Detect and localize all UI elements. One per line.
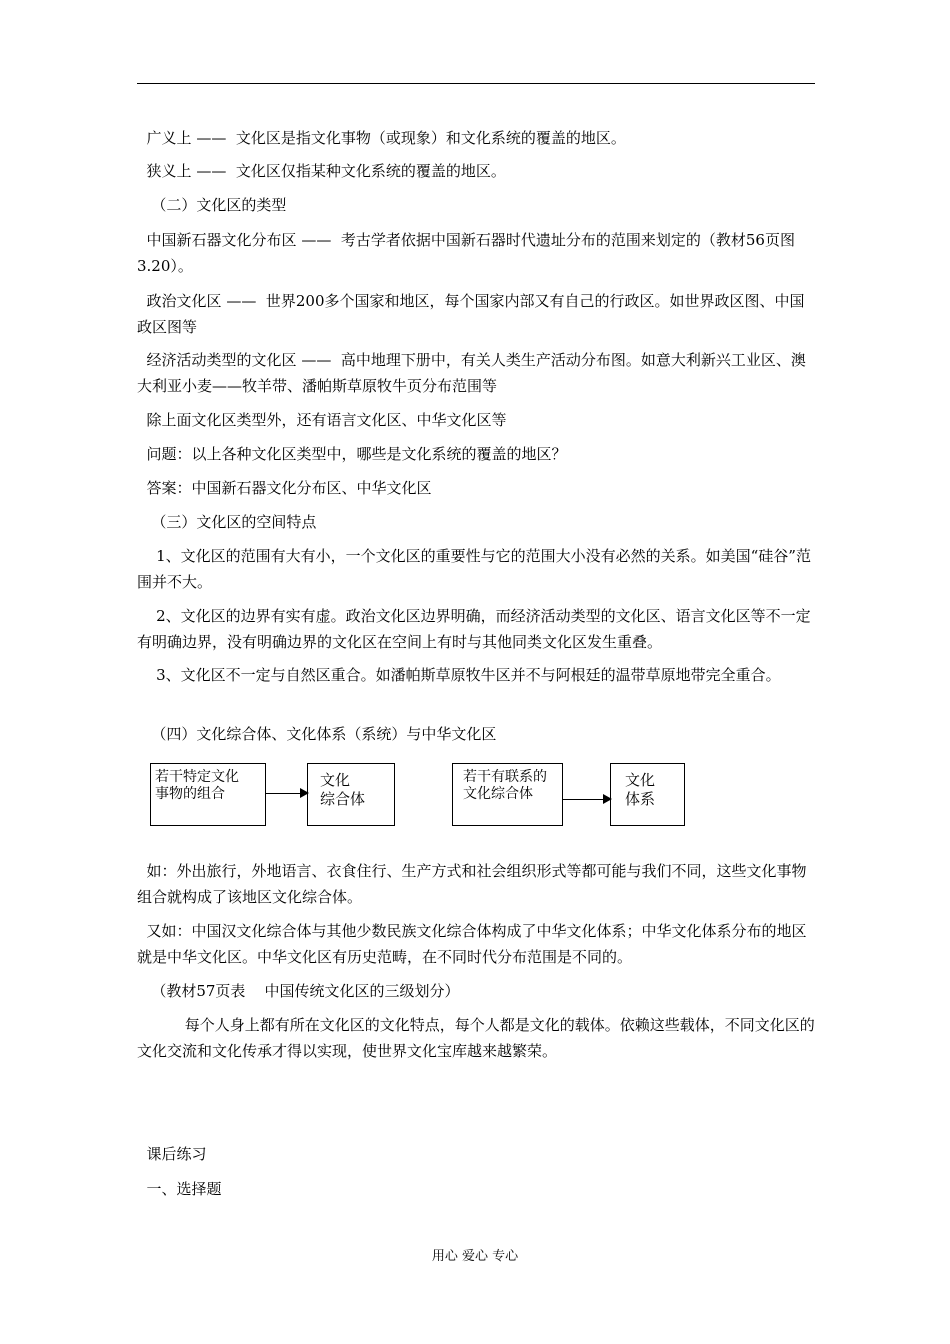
paragraph-economic: 经济活动类型的文化区 —— 高中地理下册中，有关人类生产活动分布图。如意大利新兴工业区、澳大利亚小麦——牧羊带、潘帕斯草原牧牛页分布范围等 [137,351,806,395]
diagram-box-system: 文化 体系 [610,763,685,826]
section-heading-complex: （四）文化综合体、文化体系（系统）与中华文化区 [137,725,497,743]
header-rule [137,83,815,84]
paragraph-point-1: 1、文化区的范围有大有小，一个文化区的重要性与它的范围大小没有必然的关系。如美国“硅谷”范围并不大。 [137,547,811,591]
paragraph-example-2: 又如：中国汉文化综合体与其他少数民族文化综合体构成了中华文化体系；中华文化体系分布的地区就是中华文化区。中华文化区有历史范畴，在不同时代分布范围是不同的。 [137,922,807,966]
diagram-arrow-2 [563,799,610,800]
paragraph-point-3: 3、文化区不一定与自然区重合。如潘帕斯草原牧牛区并不与阿根廷的温带草原地带完全重合。 [137,666,781,684]
paragraph-neolithic: 中国新石器文化分布区 —— 考古学者依据中国新石器时代遗址分布的范围来划定的（教材56页图3.20）。 [137,231,795,275]
diagram-arrow-1 [266,793,307,794]
diagram-box-specific-items: 若干特定文化 事物的组合 [150,763,266,826]
heading-exercises: 课后练习 [137,1145,207,1163]
paragraph-narrow-definition: 狭义上 —— 文化区仅指某种文化系统的覆盖的地区。 [137,162,506,180]
heading-multiple-choice: 一、选择题 [137,1180,222,1198]
paragraph-textbook-reference: （教材57页表 中国传统文化区的三级划分） [137,982,460,1000]
section-heading-types: （二）文化区的类型 [137,196,287,214]
paragraph-point-2: 2、文化区的边界有实有虚。政治文化区边界明确，而经济活动类型的文化区、语言文化区等不一定有明确边界，没有明确边界的文化区在空间上有时与其他同类文化区发生重叠。 [137,607,811,651]
paragraph-answer: 答案：中国新石器文化分布区、中华文化区 [137,479,432,497]
paragraph-example-1: 如：外出旅行，外地语言、衣食住行、生产方式和社会组织形式等都可能与我们不同，这些文化事物组合就构成了该地区文化综合体。 [137,862,807,906]
paragraph-conclusion: 每个人身上都有所在文化区的文化特点，每个人都是文化的载体。依赖这些载体，不同文化区的文化交流和文化传承才得以实现，使世界文化宝库越来越繁荣。 [137,1016,815,1060]
paragraph-question: 问题：以上各种文化区类型中，哪些是文化系统的覆盖的地区？ [137,445,567,463]
section-heading-spatial: （三）文化区的空间特点 [137,513,317,531]
diagram-box-complex: 文化 综合体 [307,763,395,826]
paragraph-political: 政治文化区 —— 世界200多个国家和地区，每个国家内部又有自己的行政区。如世界政区图、中国政区图等 [137,292,805,336]
paragraph-broad-definition: 广义上 —— 文化区是指文化事物（或现象）和文化系统的覆盖的地区。 [137,129,626,147]
paragraph-other-types: 除上面文化区类型外，还有语言文化区、中华文化区等 [137,411,507,429]
page-footer: 用心 爱心 专心 [431,1249,519,1264]
diagram-box-related-complexes: 若干有联系的 文化综合体 [452,763,563,826]
